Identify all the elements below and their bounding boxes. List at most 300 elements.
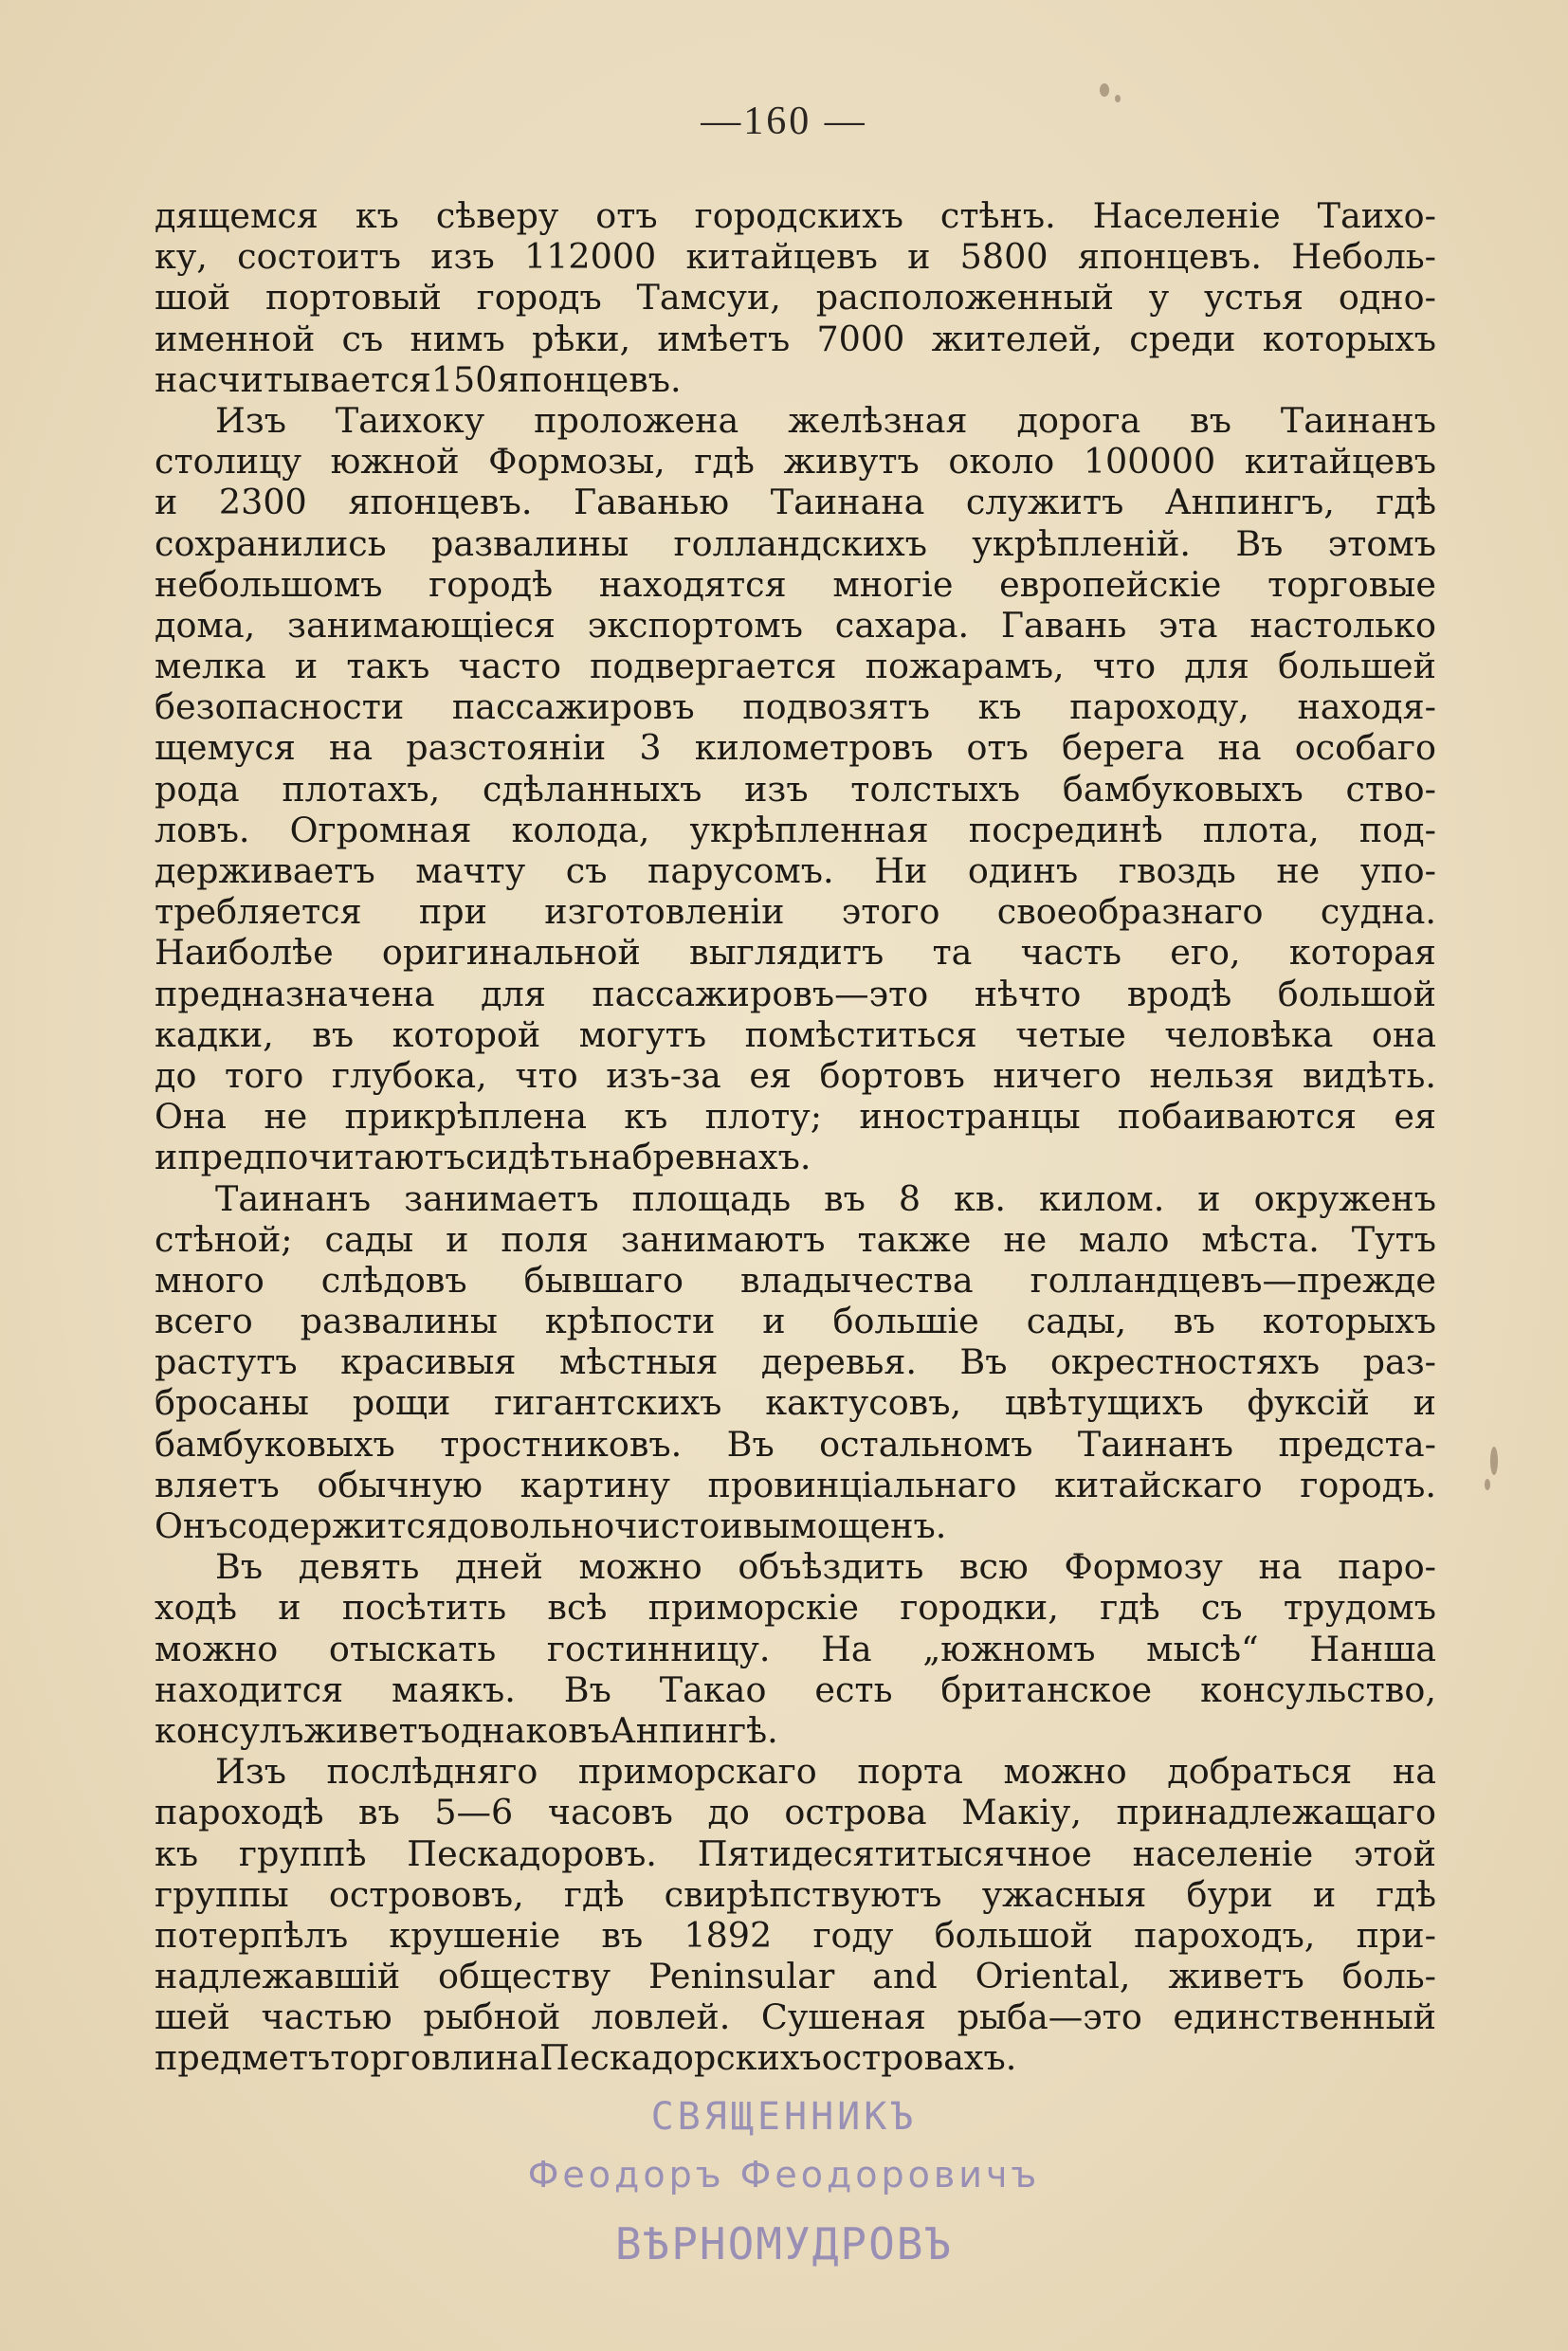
word: ство-	[1345, 768, 1436, 810]
word: 100000	[1083, 441, 1216, 483]
word: имѣетъ	[657, 318, 791, 359]
word: японцевъ.	[497, 358, 682, 400]
word: желѣзная	[788, 399, 968, 441]
word: и	[1312, 1873, 1337, 1915]
word: бамбуковыхъ	[1062, 768, 1304, 810]
text-line	[155, 1546, 1436, 1587]
word: китайскаго	[1054, 1464, 1263, 1505]
word: требляется	[155, 891, 362, 933]
word: слѣдовъ	[320, 1259, 467, 1301]
word: часовъ	[547, 1792, 673, 1833]
word: которая	[1288, 932, 1436, 974]
word: гдѣ	[1100, 1587, 1160, 1629]
word: этого	[841, 891, 940, 933]
text-line	[155, 1915, 1436, 1956]
word: Пятидесятитысячное	[697, 1832, 1092, 1874]
word: пассажировъ	[451, 686, 695, 728]
word: плоту;	[704, 1096, 823, 1138]
word: при	[418, 891, 487, 933]
word: настолько	[1249, 604, 1436, 646]
word: мало	[1079, 1218, 1170, 1260]
word: обычную	[317, 1464, 483, 1505]
word: такъ	[346, 646, 430, 687]
word: гостинницу.	[546, 1628, 771, 1669]
word: бури	[1186, 1873, 1273, 1915]
word: того	[225, 1054, 304, 1096]
word: под-	[1358, 809, 1436, 850]
word: не	[264, 1096, 308, 1138]
word: пароходѣ	[155, 1792, 324, 1833]
word: городки,	[900, 1587, 1059, 1629]
word: глубока,	[331, 1054, 487, 1096]
word: 2300	[218, 482, 307, 523]
body-text	[155, 195, 1436, 2079]
word: упо-	[1359, 850, 1436, 891]
word: при-	[1356, 1914, 1436, 1956]
word: большой	[1277, 973, 1436, 1014]
text-line	[155, 1710, 1436, 1751]
word: добраться	[1167, 1751, 1353, 1793]
word: километровъ	[694, 727, 934, 769]
word: содержится	[228, 1505, 447, 1546]
word: на	[329, 727, 374, 769]
word: владычества	[739, 1259, 974, 1301]
text-line	[155, 1956, 1436, 1996]
text-line	[155, 1260, 1436, 1301]
word: девять	[298, 1546, 420, 1588]
word: экспортомъ	[587, 604, 803, 646]
word: она	[1371, 1013, 1436, 1055]
word: боль-	[1341, 1956, 1436, 1997]
word: и	[907, 236, 931, 278]
word: кактусовъ,	[765, 1382, 962, 1424]
word: консульство,	[1200, 1668, 1436, 1710]
word: Гаванью	[573, 482, 730, 523]
word: островахъ.	[821, 2037, 1017, 2079]
text-line	[155, 359, 1436, 400]
word: подвергается	[590, 646, 837, 687]
word: надлежавшій	[155, 1956, 401, 1997]
text-line	[155, 1792, 1436, 1832]
text-line	[155, 891, 1436, 932]
word: одинъ	[967, 850, 1079, 891]
word: предназначена	[155, 973, 435, 1014]
word: отъ	[595, 195, 658, 236]
word: Изъ	[215, 399, 286, 441]
word: окрестностяхъ	[1049, 1341, 1321, 1383]
text-line	[155, 974, 1436, 1014]
text-line	[155, 1505, 1436, 1546]
word: крѣпости	[544, 1301, 716, 1342]
word: въ	[568, 1709, 611, 1751]
word: Огромная	[289, 809, 472, 850]
word: торговые	[1267, 563, 1436, 605]
word: на	[1258, 1546, 1303, 1588]
word: гвоздь	[1118, 850, 1236, 891]
word: одно-	[1338, 277, 1436, 319]
word: та	[932, 932, 973, 974]
word: сохранились	[155, 522, 387, 564]
word: плота,	[1202, 809, 1320, 850]
word: толстыхъ	[850, 768, 1021, 810]
text-line	[155, 564, 1436, 605]
word: городѣ	[428, 563, 554, 605]
word: Анпингѣ.	[610, 1709, 778, 1751]
word: японцевъ.	[348, 482, 533, 523]
word: Тамсуи,	[636, 277, 781, 319]
text-line	[155, 1341, 1436, 1382]
word: въ	[601, 1914, 644, 1956]
word: 5800	[959, 236, 1048, 278]
word: объѣздить	[738, 1546, 924, 1588]
word: кв.	[954, 1177, 1007, 1219]
word: китайцевъ	[1244, 441, 1436, 483]
word: расположенный	[815, 277, 1114, 319]
word: которыхъ	[1262, 1301, 1436, 1342]
word: въ	[358, 1792, 400, 1833]
text-line	[155, 850, 1436, 891]
word: японцевъ.	[1077, 236, 1262, 278]
word: консулъ	[155, 1709, 304, 1751]
word: изъ	[430, 236, 495, 278]
word: отъ	[966, 727, 1029, 769]
word: живетъ	[303, 1709, 440, 1751]
word: судна.	[1320, 891, 1436, 933]
word: населеніе	[1132, 1832, 1314, 1874]
word: европейскіе	[999, 563, 1222, 605]
paper-speck	[1100, 83, 1109, 97]
word: вымощенъ.	[742, 1505, 947, 1546]
word: городъ	[476, 277, 602, 319]
word: мѣста.	[1201, 1218, 1320, 1260]
word: служитъ	[965, 482, 1124, 523]
paper-speck	[1485, 1479, 1490, 1490]
word: Таихо-	[1317, 195, 1436, 236]
word: которыхъ	[1262, 318, 1436, 359]
word: насчитывается	[155, 358, 431, 400]
word: Oriental,	[975, 1956, 1131, 1997]
word: на	[1392, 1751, 1436, 1793]
word: рѣки,	[532, 318, 631, 359]
word: большей	[1278, 646, 1436, 687]
word: Такао	[659, 1668, 767, 1710]
word: Неболь-	[1291, 236, 1436, 278]
word: его,	[1170, 932, 1241, 974]
word: приморскіе	[647, 1587, 859, 1629]
word: и	[294, 646, 319, 687]
word: прикрѣплена	[344, 1096, 587, 1138]
word: гдѣ	[1376, 482, 1436, 523]
word: гдѣ	[694, 441, 755, 483]
word: жителей,	[931, 318, 1103, 359]
word: устья	[1204, 277, 1304, 319]
text-line	[155, 1219, 1436, 1260]
word: Сушеная	[760, 1996, 926, 2038]
word: Населеніе	[1092, 195, 1281, 236]
word: занимающіеся	[287, 604, 556, 646]
word: парусомъ.	[647, 850, 834, 891]
word: и	[1413, 1382, 1436, 1424]
word: ужасныя	[981, 1873, 1147, 1915]
word: занимаетъ	[404, 1177, 599, 1219]
text-line	[155, 646, 1436, 686]
word: Въ	[959, 1341, 1008, 1383]
text-line	[155, 1751, 1436, 1792]
word: свирѣпствуютъ	[664, 1873, 942, 1915]
text-line	[155, 1587, 1436, 1628]
word: безопасности	[155, 686, 405, 728]
word: есть	[814, 1668, 893, 1710]
word: бросаны	[155, 1382, 309, 1424]
word: сѣверу	[435, 195, 559, 236]
word: находятся	[598, 563, 787, 605]
word: китайцевъ	[685, 236, 878, 278]
word: пожарамъ,	[865, 646, 1065, 687]
word: на	[1217, 727, 1262, 769]
word: стѣной;	[155, 1218, 293, 1260]
word: and	[872, 1956, 938, 1997]
word: къ	[977, 686, 1022, 728]
word: которой	[392, 1013, 541, 1055]
text-line	[155, 1382, 1436, 1423]
word: на	[588, 1137, 632, 1178]
word: именной	[155, 318, 316, 359]
word: 5—6	[434, 1792, 514, 1833]
word: голландскихъ	[673, 522, 927, 564]
word: большіе	[832, 1301, 979, 1342]
word: ходѣ	[155, 1587, 238, 1629]
word: Таинанъ	[1077, 1423, 1233, 1465]
word: окруженъ	[1253, 1177, 1436, 1219]
word: среди	[1129, 318, 1236, 359]
word: предметъ	[155, 2037, 331, 2079]
word: около	[948, 441, 1055, 483]
word: къ	[155, 1832, 199, 1874]
word: рыба—это	[957, 1996, 1142, 2038]
word: Формозы,	[488, 441, 665, 483]
text-line	[155, 1465, 1436, 1505]
text-line	[155, 441, 1436, 482]
paper-speck	[1115, 95, 1121, 102]
word: картину	[520, 1464, 670, 1505]
word: дней	[455, 1546, 543, 1588]
word: можно	[1003, 1751, 1127, 1793]
word: фуксій	[1247, 1382, 1370, 1424]
text-line	[155, 932, 1436, 973]
word: бортовъ	[819, 1054, 965, 1096]
word: мысѣ“	[1146, 1628, 1259, 1669]
word: и	[155, 482, 178, 523]
text-line	[155, 1137, 1436, 1177]
word: берега	[1061, 727, 1185, 769]
text-line	[155, 769, 1436, 810]
word: можно	[155, 1628, 279, 1669]
text-line	[155, 1669, 1436, 1710]
word: довольно	[447, 1505, 615, 1546]
word: развалины	[300, 1301, 498, 1342]
word: 150	[430, 358, 498, 400]
word: подвозятъ	[742, 686, 930, 728]
word: для	[1184, 646, 1249, 687]
word: Она	[155, 1096, 228, 1138]
word: ея	[1394, 1096, 1436, 1138]
word: Онъ	[155, 1505, 228, 1546]
text-line	[155, 523, 1436, 564]
word: что	[1092, 646, 1157, 687]
word: можно	[578, 1546, 702, 1588]
word: ловлей.	[591, 1996, 731, 2038]
word: до	[707, 1792, 750, 1833]
word: и	[155, 1137, 178, 1178]
stamp-name: Феодоръ Феодоровичъ	[527, 2154, 1041, 2196]
word: въ	[824, 1177, 866, 1219]
word: этой	[1354, 1832, 1436, 1874]
word: Анпингъ,	[1164, 482, 1335, 523]
word: посѣтить	[341, 1587, 507, 1629]
word: британское	[940, 1668, 1153, 1710]
word: 7000	[816, 318, 905, 359]
word: бревнахъ.	[631, 1137, 811, 1178]
word: часть	[1020, 932, 1122, 974]
word: изъ-за	[606, 1054, 721, 1096]
text-line	[155, 1874, 1436, 1915]
text-line	[155, 810, 1436, 850]
word: большой	[934, 1914, 1093, 1956]
word: своеобразнаго	[996, 891, 1264, 933]
word: мѣстныя	[558, 1341, 719, 1383]
word: гдѣ	[1376, 1873, 1436, 1915]
word: году	[812, 1914, 894, 1956]
word: до	[155, 1054, 197, 1096]
word: острововъ,	[328, 1873, 524, 1915]
word: Въ	[563, 1668, 611, 1710]
word: Таинана	[770, 482, 925, 523]
word: небольшомъ	[155, 563, 383, 605]
text-line	[155, 319, 1436, 359]
word: укрѣпленная	[689, 809, 929, 850]
word: Формозу	[1064, 1546, 1223, 1588]
word: ничего	[993, 1054, 1121, 1096]
word: чисто	[614, 1505, 720, 1546]
word: портовый	[265, 277, 442, 319]
word: 8	[898, 1177, 921, 1219]
word: площадь	[631, 1177, 792, 1219]
text-line	[155, 1055, 1436, 1096]
word: Peninsular	[647, 1956, 835, 1997]
word: дорога	[1016, 399, 1141, 441]
text-line	[155, 482, 1436, 522]
word: маякъ.	[392, 1668, 516, 1710]
word: изъ	[744, 768, 809, 810]
text-line	[155, 400, 1436, 441]
text-line	[155, 1424, 1436, 1465]
word: ку,	[155, 236, 208, 278]
word: провинціальнаго	[707, 1464, 1017, 1505]
word: растутъ	[155, 1341, 298, 1383]
word: частью	[261, 1996, 392, 2038]
word: разстояніи	[406, 727, 607, 769]
word: живутъ	[783, 441, 920, 483]
word: въ	[1174, 1301, 1215, 1342]
word: особаго	[1294, 727, 1436, 769]
word: вляетъ	[155, 1464, 280, 1505]
word: видѣть.	[1302, 1054, 1436, 1096]
word: приморскаго	[577, 1751, 817, 1793]
word: рыбной	[423, 1996, 561, 2038]
word: и	[446, 1218, 469, 1260]
word: вродѣ	[1126, 973, 1232, 1014]
word: столицу	[155, 441, 302, 483]
word: острова	[784, 1792, 927, 1833]
word: ловъ.	[155, 809, 250, 850]
word: и	[720, 1505, 743, 1546]
word: съ	[341, 318, 384, 359]
word: въ	[1190, 399, 1231, 441]
word: Таинанъ	[215, 1177, 372, 1219]
word: бывшаго	[523, 1259, 684, 1301]
word: часто	[458, 646, 561, 687]
word: 3	[639, 727, 662, 769]
word: Тутъ	[1351, 1218, 1436, 1260]
word: не	[1003, 1218, 1048, 1260]
word: порта	[857, 1751, 963, 1793]
word: Въ	[726, 1423, 775, 1465]
word: мелка	[155, 646, 266, 687]
word: щемуся	[155, 727, 296, 769]
word: всѣ	[547, 1587, 608, 1629]
word: нѣчто	[974, 973, 1082, 1014]
word: гдѣ	[563, 1873, 625, 1915]
word: деревья.	[760, 1341, 917, 1383]
word: съ	[1200, 1587, 1243, 1629]
text-line	[155, 605, 1436, 646]
word: Въ	[1235, 522, 1284, 564]
text-line	[155, 727, 1436, 768]
word: группѣ	[238, 1832, 367, 1874]
word: въ	[312, 1013, 355, 1055]
text-line	[155, 1996, 1436, 2037]
word: человѣка	[1164, 1013, 1334, 1055]
word: сдѣланныхъ	[482, 768, 702, 810]
word: нимъ	[410, 318, 505, 359]
text-line	[155, 1833, 1436, 1874]
word: единственный	[1173, 1996, 1436, 2038]
word: къ	[624, 1096, 668, 1138]
word: колода,	[511, 809, 650, 850]
word: мачту	[415, 850, 526, 891]
word: городъ.	[1300, 1464, 1436, 1505]
word: отыскать	[328, 1628, 497, 1669]
word: укрѣпленій.	[972, 522, 1192, 564]
word: Наиболѣе	[155, 932, 334, 974]
word: что	[515, 1054, 578, 1096]
word: паро-	[1338, 1546, 1436, 1588]
word: находится	[155, 1668, 344, 1710]
word: Изъ	[215, 1751, 286, 1793]
word: пароходъ,	[1134, 1914, 1316, 1956]
word: четые	[1015, 1013, 1126, 1055]
word: цвѣтущихъ	[1004, 1382, 1204, 1424]
text-line	[155, 236, 1436, 277]
word: и	[278, 1587, 301, 1629]
word: и	[762, 1301, 786, 1342]
word: живетъ	[1168, 1956, 1304, 1997]
word: южной	[330, 441, 460, 483]
word: однако	[439, 1709, 569, 1751]
word: плотахъ,	[282, 768, 441, 810]
word: не	[1276, 850, 1321, 891]
word: стѣнъ.	[939, 195, 1056, 236]
